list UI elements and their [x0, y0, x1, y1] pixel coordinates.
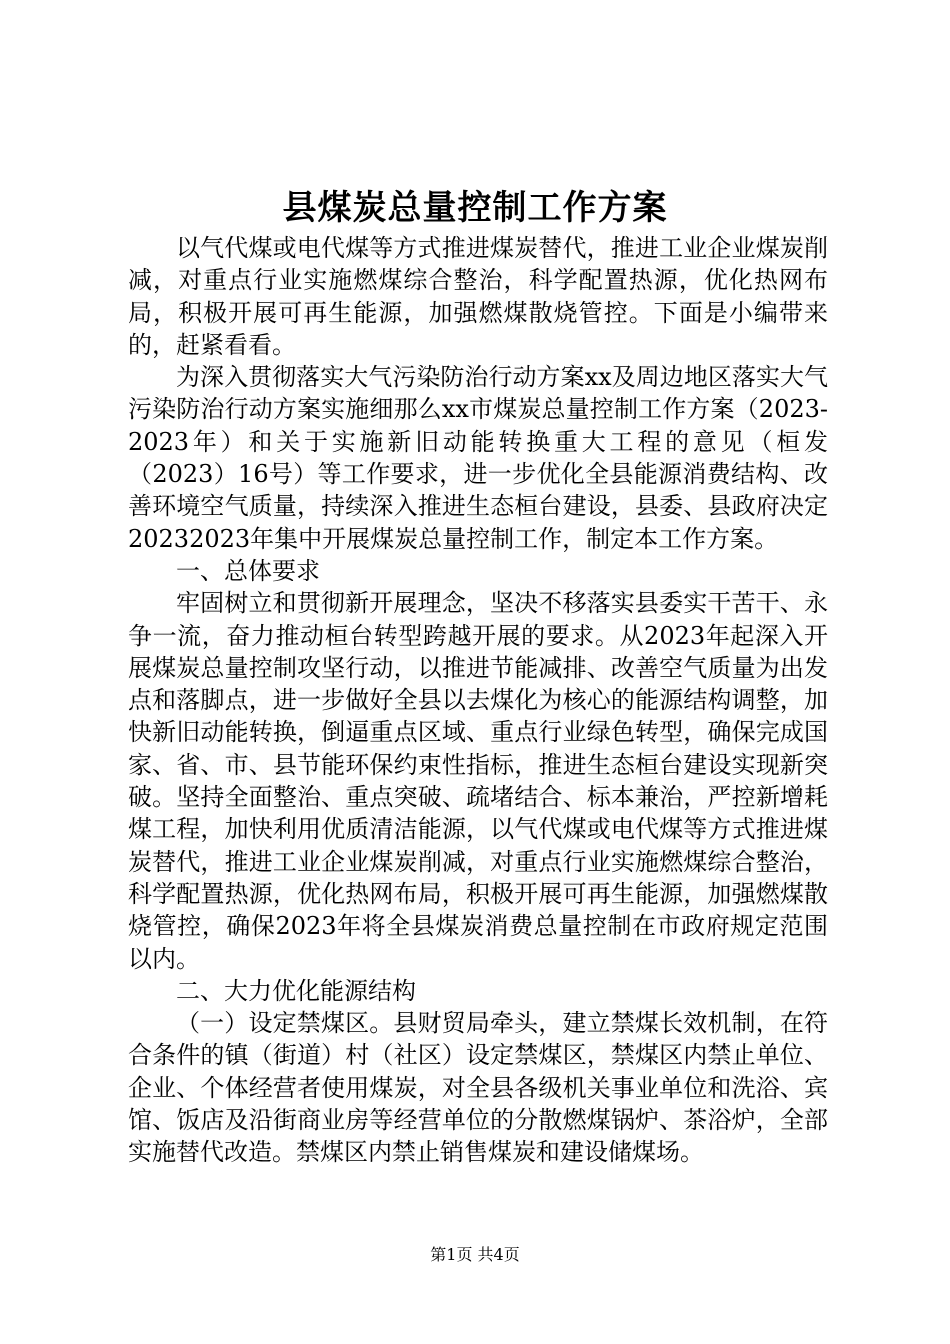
section-heading-energy-structure: 二、大力优化能源结构 — [176, 976, 416, 1005]
paragraph-purpose: 为深入贯彻落实大气污染防治行动方案xx及周边地区落实大气污染防治行动方案实施细那么xx市煤炭总量控制工作方案（2023-2023年）和关于实施新旧动能转换重大工程的意见（桓发（2023）16号）等工作要求，进一步优化全县能源消费结构、改善环境空气质量，持续深入推进生态桓台建设，县委、县政府决定20232023年集中开展煤炭总量控制工作，制定本工作方案。 — [128, 363, 828, 553]
paragraph-general-requirements: 牢固树立和贯彻新开展理念，坚决不移落实县委实干苦干、永争一流，奋力推动桓台转型跨越开展的要求。从2023年起深入开展煤炭总量控制攻坚行动，以推进节能减排、改善空气质量为出发点和落脚点，进一步做好全县以去煤化为核心的能源结构调整，加快新旧动能转换，倒逼重点区域、重点行业绿色转型，确保完成国家、省、市、县节能环保约束性指标，推进生态桓台建设实现新突破。坚持全面整治、重点突破、疏堵结合、标本兼治，严控新增耗煤工程，加快利用优质清洁能源，以气代煤或电代煤等方式推进煤炭替代，推进工业企业煤炭削减，对重点行业实施燃煤综合整治，科学配置热源，优化热网布局，积极开展可再生能源，加强燃煤散烧管控，确保2023年将全县煤炭消费总量控制在市政府规定范围以内。 — [128, 589, 828, 973]
document-title: 县煤炭总量控制工作方案 — [282, 188, 668, 228]
section-heading-general-requirements: 一、总体要求 — [176, 556, 320, 585]
paragraph-intro: 以气代煤或电代煤等方式推进煤炭替代，推进工业企业煤炭削减，对重点行业实施燃煤综合整治，科学配置热源，优化热网布局，积极开展可再生能源，加强燃煤散烧管控。下面是小编带来的，赶紧看看。 — [128, 234, 828, 359]
paragraph-no-coal-zone: （一）设定禁煤区。县财贸局牵头，建立禁煤长效机制，在符合条件的镇（街道）村（社区）设定禁煤区，禁煤区内禁止单位、企业、个体经营者使用煤炭，对全县各级机关事业单位和洗浴、宾馆、饭店及沿街商业房等经营单位的分散燃煤锅炉、茶浴炉，全部实施替代改造。禁煤区内禁止销售煤炭和建设储煤场。 — [128, 1009, 828, 1167]
document-body — [128, 232, 828, 1169]
page-number-footer: 第1页 共4页 — [430, 1245, 520, 1264]
